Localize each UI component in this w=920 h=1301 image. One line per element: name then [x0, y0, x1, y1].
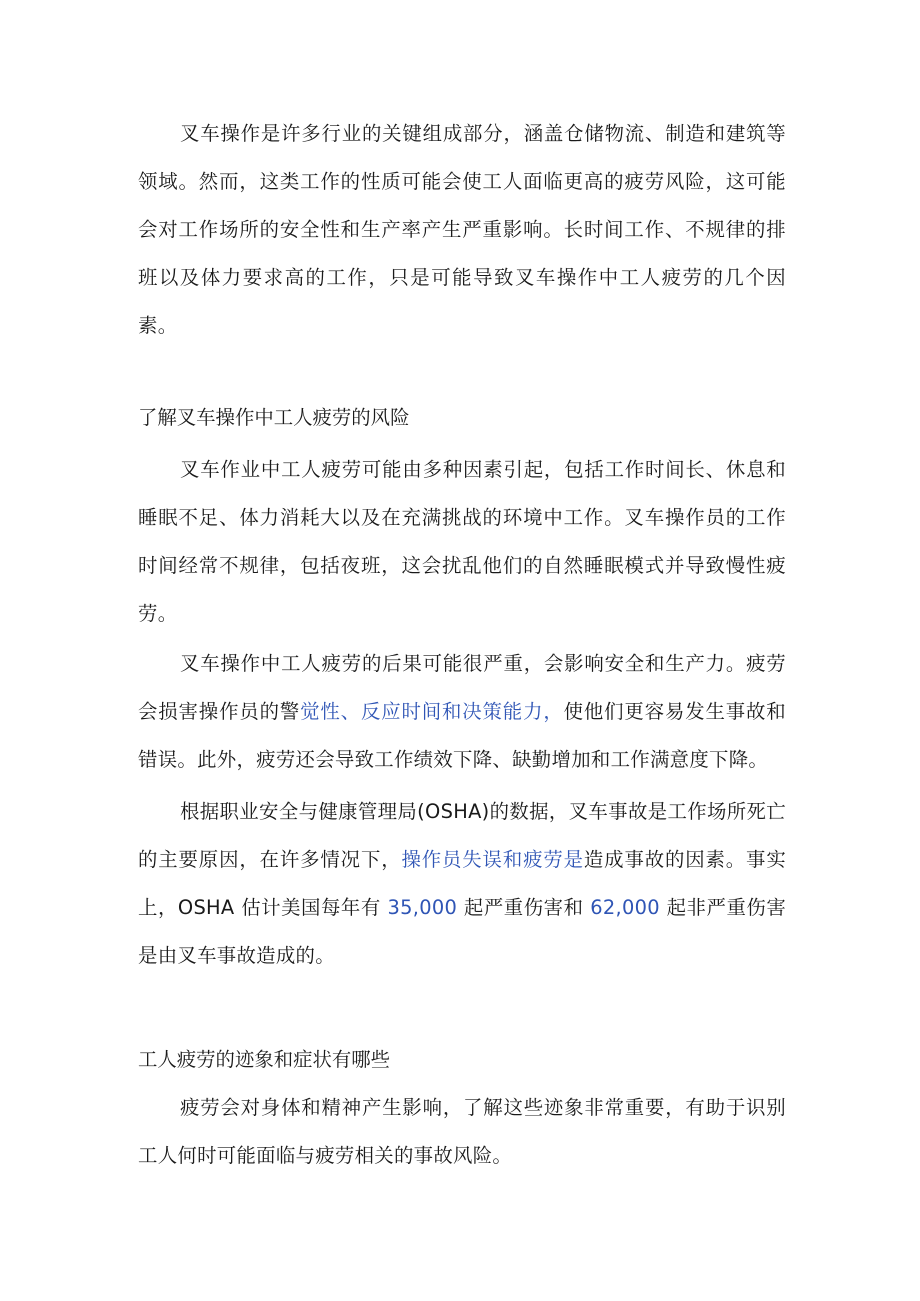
risk-paragraph-1: 叉车作业中工人疲劳可能由多种因素引起，包括工作时间长、休息和睡眠不足、体力消耗大以及在充满挑战的环境中工作。叉车操作员的工作时间经常不规律，包括夜班，这会扰乱他们的自然睡眠模式并导致慢性疲劳。	[138, 458, 786, 625]
text-run: 使他们更容易发生事故和错误。此外，疲劳还会导致工作绩效下降、缺勤增加和工作满意度下降。	[138, 700, 786, 771]
stat-link-62000[interactable]: 62,000	[590, 896, 660, 919]
highlight-link[interactable]: 觉性、反应时间和决策能力，	[300, 700, 564, 723]
signs-paragraph-1: 疲劳会对身体和精神产生影响，了解这些迹象非常重要，有助于识别工人何时可能面临与疲劳相关的事故风险。	[138, 1096, 786, 1167]
text-run: 根据职业安全与健康管理局(OSHA)的数据，叉车事故是工作场所死亡的主要原因，在许多情况下，	[138, 800, 786, 871]
text-run: 起非严重伤害是由叉车事故造成的。	[138, 896, 787, 967]
text-run: 起严重伤害和	[457, 896, 591, 919]
risk-paragraph-2	[138, 640, 786, 784]
risk-paragraph-3	[138, 788, 786, 980]
section-heading-risk: 了解叉车操作中工人疲劳的风险	[138, 406, 410, 429]
stat-link-35000[interactable]: 35,000	[387, 896, 458, 919]
text-run: 造成事故的因素。事实上，OSHA 估计美国每年有	[138, 848, 787, 919]
highlight-link[interactable]: 操作员失误和疲劳是	[401, 848, 584, 871]
section-heading-signs: 工人疲劳的迹象和症状有哪些	[138, 1048, 391, 1071]
text-run: 叉车操作中工人疲劳的后果可能很严重，会影响安全和生产力。疲劳会损害操作员的警	[138, 652, 786, 723]
intro-paragraph: 叉车操作是许多行业的关键组成部分，涵盖仓储物流、制造和建筑等领域。然而，这类工作的性质可能会使工人面临更高的疲劳风险，这可能会对工作场所的安全性和生产率产生严重影响。长时间工作、不规律的排班以及体力要求高的工作，只是可能导致叉车操作中工人疲劳的几个因素。	[138, 122, 786, 337]
